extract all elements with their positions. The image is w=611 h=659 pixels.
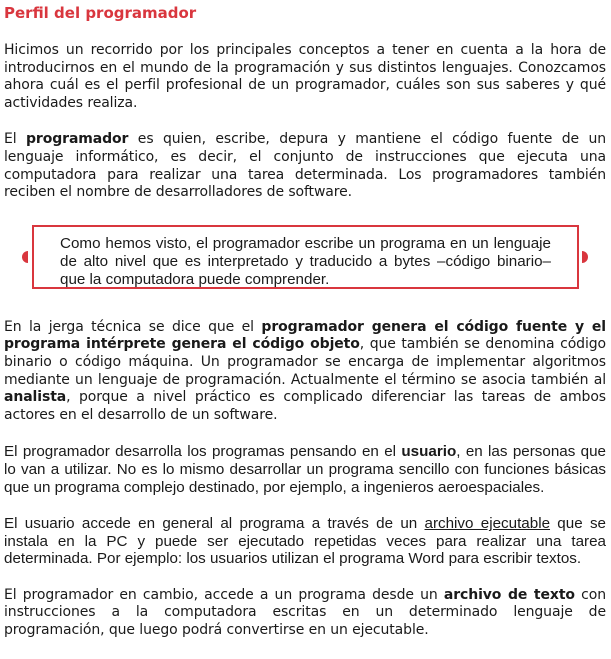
callout-box <box>4 225 606 293</box>
callout-right-marker-icon <box>582 251 588 263</box>
bold-term-codigo-fuente: programador genera el código fuente y el programa intérprete genera el código objeto <box>4 318 606 353</box>
callout-text: Como hemos visto, el programador escribe un programa en un lenguaje de alto nivel que es interpretado y traducido a bytes –código binario– que la computadora puede comprender. <box>32 225 579 289</box>
underlined-term-archivo-ejecutable: archivo ejecutable <box>424 515 551 533</box>
text-run: que se instala en la PC y puede ser ejecutado repetidas veces para realizar una tarea determinada. Por ejemplo: los usuarios utilizan el programa Word para escribir textos. <box>4 515 606 568</box>
section-title: Perfil del programador <box>4 4 197 22</box>
paragraph-jerga-tecnica <box>4 319 606 425</box>
bold-term-archivo-de-texto: archivo de texto <box>443 586 575 603</box>
text-run: es quien, escribe, depura y mantiene el código fuente de un lenguaje informático, es decir, el conjunto de instrucciones que ejecuta una computadora para realizar una tarea determinada. Los programadores también reciben el nombre de desarrolladores de software. <box>4 131 606 201</box>
paragraph-archivo-ejecutable <box>4 515 606 568</box>
text-run: , que también se denomina código binario o código máquina. Un programador se encarga de implementar algoritmos mediante un lenguaje de programación. Actualmente el término se asocia también al <box>4 336 606 388</box>
text-run: con instrucciones a la computadora escritas en un determinado lenguaje de programación, que luego podrá convertirse en un ejecutable. <box>4 586 607 639</box>
text-run: El <box>4 131 26 148</box>
paragraph-intro <box>4 42 606 112</box>
bold-term-programador: programador <box>25 131 129 148</box>
text-run: En la jerga técnica se dice que el <box>4 318 262 335</box>
document-page <box>4 4 606 659</box>
bold-term-usuario: usuario <box>401 443 457 461</box>
paragraph-programador-definition <box>4 131 606 201</box>
text-run: El programador en cambio, accede a un programa desde un <box>4 586 444 603</box>
callout-left-marker-icon <box>22 251 28 263</box>
bold-term-analista: analista <box>4 389 67 406</box>
text-run: , en las personas que lo van a utilizar. No es lo mismo desarrollar un programa sencillo con funciones básicas que un programa complejo destinado, por ejemplo, a ingenieros aeroespaciales. <box>4 443 606 496</box>
text-run: El programador desarrolla los programas pensando en el <box>4 443 402 461</box>
paragraph-usuario <box>4 443 606 496</box>
text-run: El usuario accede en general al programa a través de un <box>4 515 425 533</box>
text-run: , porque a nivel práctico es complicado diferenciar las tareas de ambos actores en el desarrollo de un software. <box>4 389 606 423</box>
paragraph-intro-text: Hicimos un recorrido por los principales conceptos a tener en cuenta a la hora de introducirnos en el mundo de la programación y sus distintos lenguajes. Conozcamos ahora cuál es el perfil profesional de un programador, cuáles son sus saberes y qué actividades realiza. <box>4 42 606 111</box>
